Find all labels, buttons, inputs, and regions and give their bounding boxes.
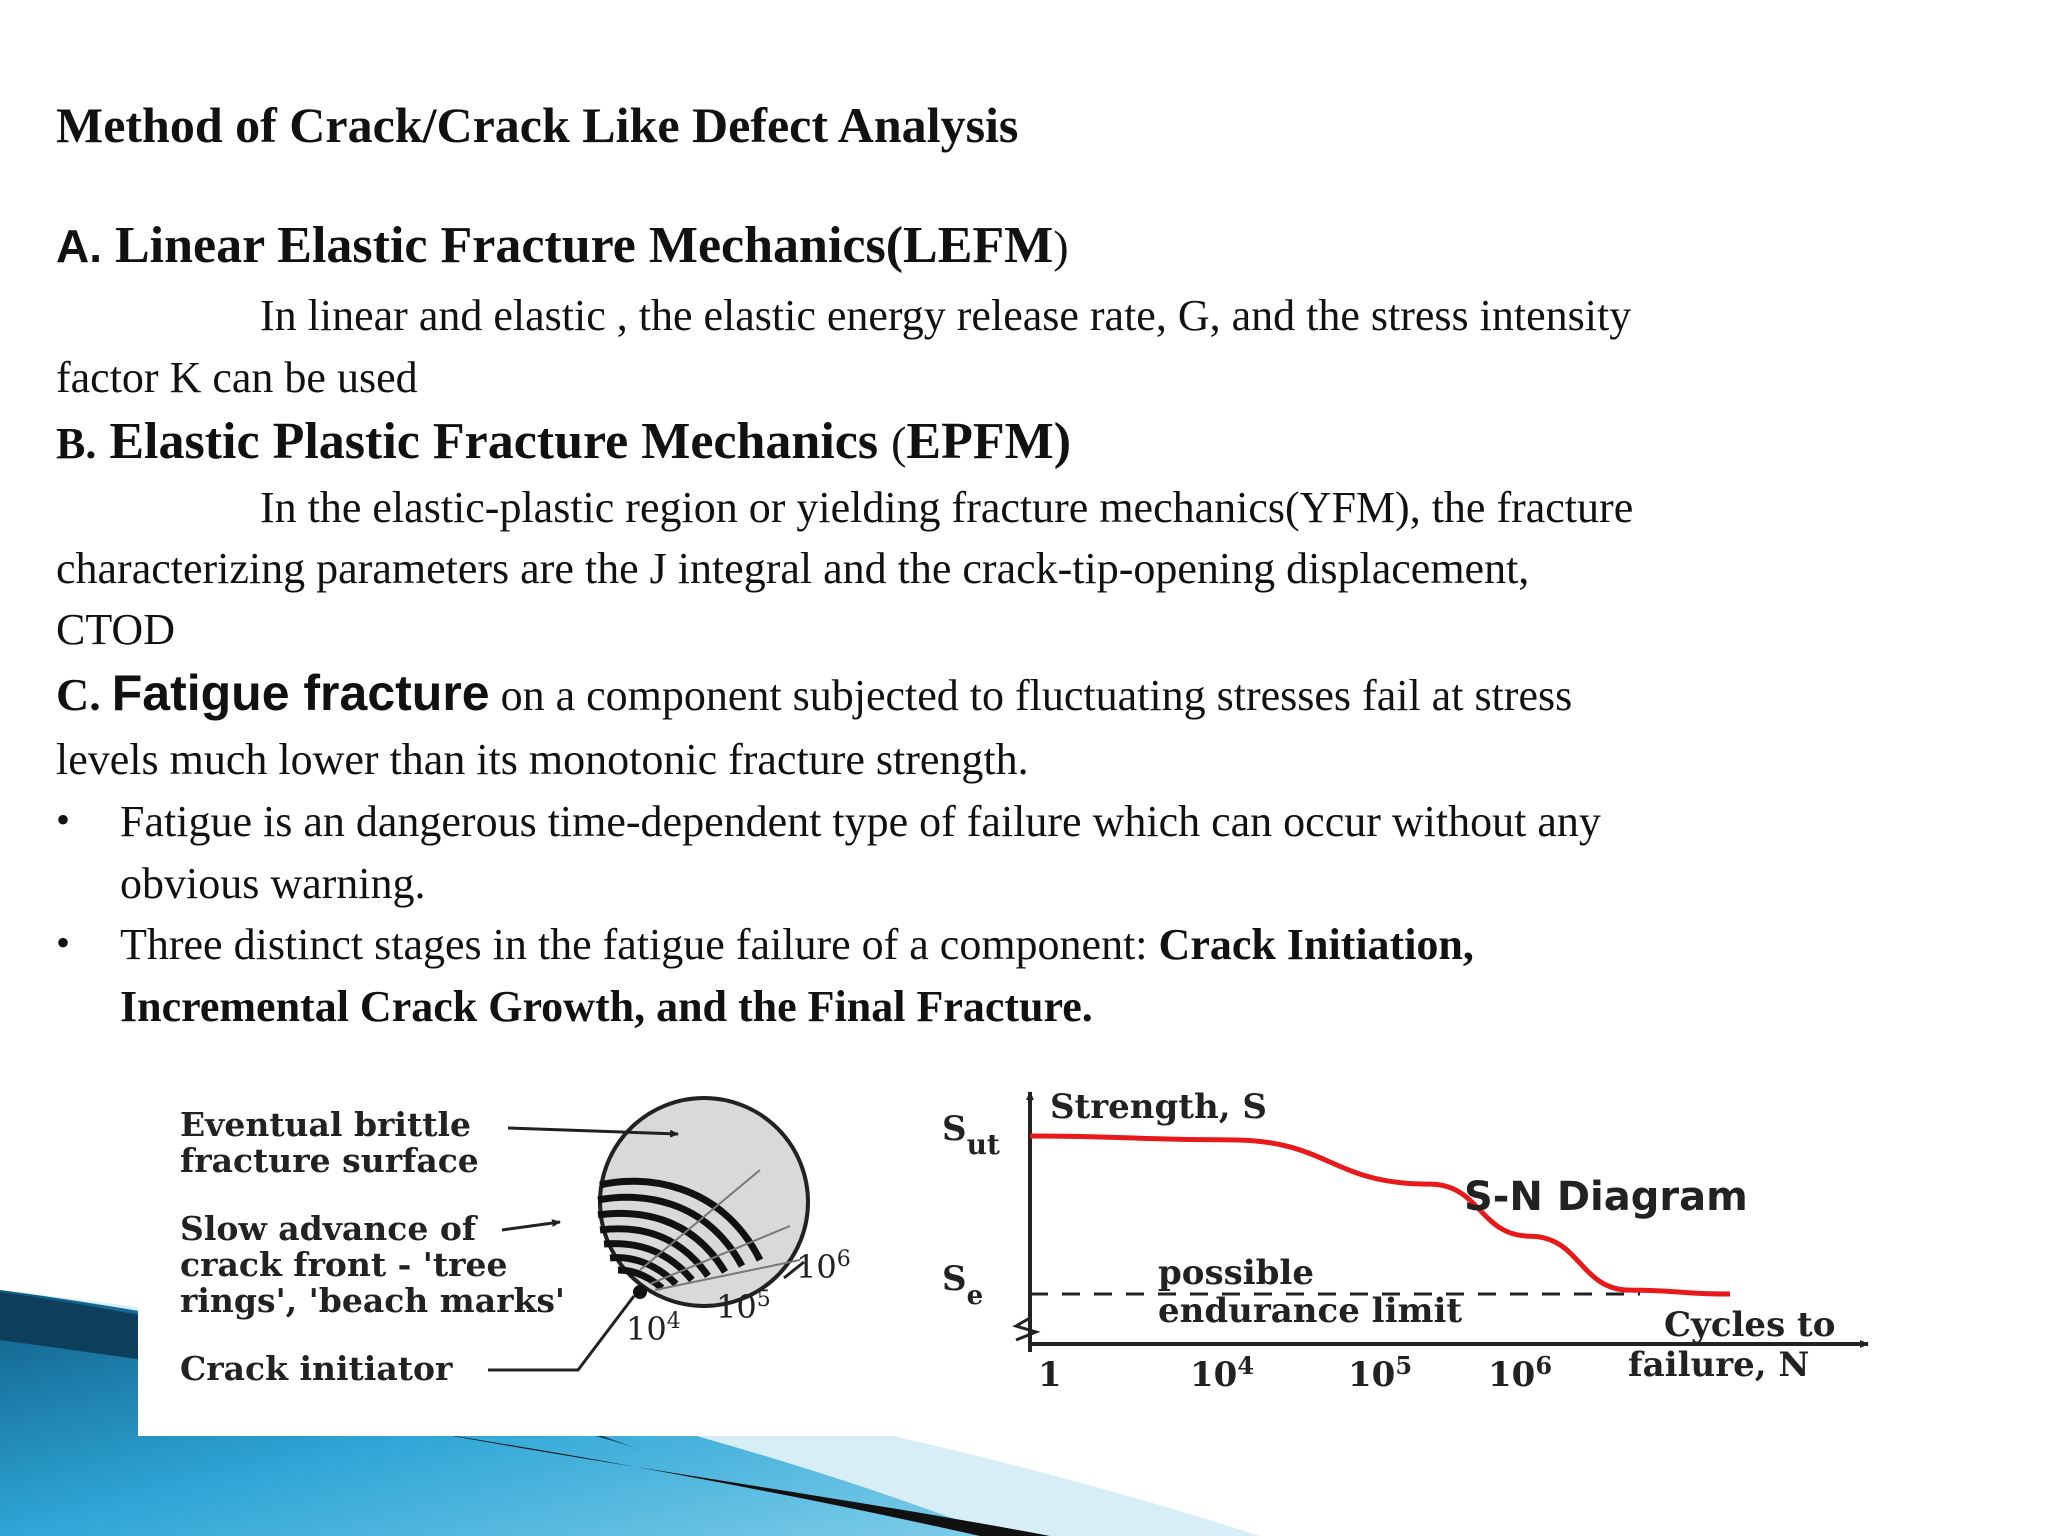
bullet-2-bold-text: Crack Initiation, [1158, 920, 1474, 969]
section-b-line-2: characterizing parameters are the J integral and the crack-tip-opening displacement, [56, 544, 1530, 593]
section-c-title: Fatigue fracture [111, 665, 490, 721]
section-c-line-1-text: on a component subjected to fluctuating stresses fail at stress [500, 671, 1573, 720]
sn-x-tick-label: $10^4$ [1190, 1351, 1255, 1395]
section-b-abbr: EPFM) [906, 413, 1072, 470]
section-c-letter: C. [56, 669, 101, 720]
section-a-line-1: In linear and elastic , the elastic energy release rate, G, and the stress intensity [260, 291, 1632, 340]
section-c-line-2: levels much lower than its monotonic fracture strength. [56, 735, 1029, 784]
label-slow-3: rings', 'beach marks' [180, 1281, 566, 1320]
section-b-letter: B. [56, 419, 97, 468]
fracture-cycle-10-6: $10^6$ [796, 1247, 851, 1286]
label-initiator: Crack initiator [180, 1349, 453, 1388]
sn-axis-break [1016, 1318, 1036, 1340]
bullet-1-dot: • [56, 797, 71, 842]
section-a-title: Linear Elastic Fracture Mechanics(LEFM [115, 217, 1054, 274]
fracture-cycle-10-5: $10^5$ [716, 1287, 771, 1326]
sn-xlabel-1: Cycles to [1664, 1305, 1836, 1345]
sn-x-tick-label: $10^6$ [1488, 1351, 1553, 1395]
slide-title: Method of Crack/Crack Like Defect Analysis [56, 97, 1019, 153]
bullet-1-line-1: Fatigue is an dangerous time-dependent type of failure which can occur without any [120, 797, 1601, 846]
sn-ylabel: Strength, S [1050, 1087, 1267, 1127]
section-a-letter: A. [56, 220, 102, 272]
section-b-line-3: CTOD [56, 605, 175, 654]
label-brittle-1: Eventual brittle [180, 1105, 471, 1144]
sn-y-tick-se: $S_e$ [942, 1259, 984, 1311]
leader-slow [502, 1222, 560, 1230]
bullet-2-line-2: Incremental Crack Growth, and the Final Fracture. [120, 982, 1093, 1031]
bullet-2-dot: • [56, 920, 71, 965]
sn-xlabel-2: failure, N [1628, 1345, 1810, 1385]
sn-y-tick-sut: $S_{ut}$ [942, 1109, 1000, 1161]
sn-title: S-N Diagram [1464, 1174, 1748, 1220]
sn-chart [942, 1087, 1868, 1395]
section-b-open-paren: ( [891, 417, 907, 468]
label-slow-2: crack front - 'tree [180, 1245, 508, 1284]
section-b-title: Elastic Plastic Fracture Mechanics [109, 413, 879, 470]
section-a-line-2: factor K can be used [56, 353, 418, 402]
bullet-1-line-2: obvious warning. [120, 859, 426, 908]
section-a-close-paren: ) [1053, 221, 1069, 272]
section-b-line-1: In the elastic-plastic region or yielding fracture mechanics(YFM), the fracture [260, 483, 1634, 532]
sn-endurance-label-1: possible [1158, 1253, 1314, 1293]
sn-x-tick-label: 1 [1038, 1355, 1062, 1395]
sn-x-tick-label: $10^5$ [1348, 1351, 1413, 1395]
label-brittle-2: fracture surface [180, 1141, 479, 1180]
fracture-cycle-10-4: $10^4$ [626, 1309, 681, 1348]
label-slow-1: Slow advance of [180, 1209, 477, 1248]
sn-endurance-label-2: endurance limit [1158, 1291, 1463, 1331]
fracture-surface-figure [598, 1098, 808, 1306]
bullet-2-plain-text: Three distinct stages in the fatigue failure of a component: [120, 920, 1159, 969]
